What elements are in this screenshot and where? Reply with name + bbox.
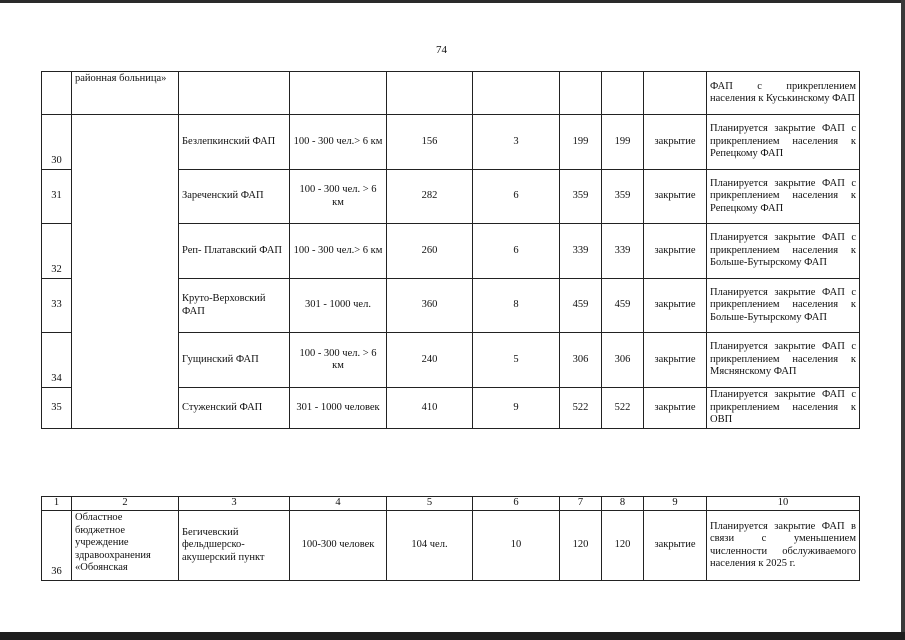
column-number-header: 8 bbox=[602, 497, 644, 511]
action-cell bbox=[644, 72, 707, 115]
page-number: 74 bbox=[436, 44, 447, 56]
value-cell bbox=[602, 72, 644, 115]
population-cell bbox=[387, 72, 473, 115]
column-number-header: 5 bbox=[387, 497, 473, 511]
row-number-cell: 34 bbox=[42, 333, 72, 388]
note-cell: Планируется закрытие ФАП с прикреплением населения к Больше-Бутырскому ФАП bbox=[707, 224, 860, 279]
column-number-header: 1 bbox=[42, 497, 72, 511]
population-cell: 104 чел. bbox=[387, 511, 473, 581]
scan-border-right bbox=[901, 0, 905, 640]
column-number-header: 2 bbox=[72, 497, 179, 511]
column-number-header: 10 bbox=[707, 497, 860, 511]
value-cell: 199 bbox=[560, 115, 602, 170]
note-cell: Планируется закрытие ФАП с прикреплением населения к ОВП bbox=[707, 388, 860, 429]
organization-cell bbox=[72, 115, 179, 429]
table-row bbox=[42, 115, 860, 170]
fap-table-continued bbox=[41, 71, 860, 429]
row-number-cell: 33 bbox=[42, 279, 72, 333]
name-cell bbox=[179, 72, 290, 115]
value-cell: 5 bbox=[473, 333, 560, 388]
table-row bbox=[42, 511, 860, 581]
value-cell: 359 bbox=[560, 170, 602, 224]
population-cell: 360 bbox=[387, 279, 473, 333]
distance-cell bbox=[290, 72, 387, 115]
distance-cell: 301 - 1000 человек bbox=[290, 388, 387, 429]
value-cell: 6 bbox=[473, 170, 560, 224]
note-cell: Планируется закрытие ФАП с прикреплением населения к Репецкому ФАП bbox=[707, 170, 860, 224]
action-cell: закрытие bbox=[644, 511, 707, 581]
population-cell: 156 bbox=[387, 115, 473, 170]
column-number-header: 9 bbox=[644, 497, 707, 511]
value-cell bbox=[560, 72, 602, 115]
fap-table-new-section bbox=[41, 496, 860, 581]
distance-cell: 100 - 300 чел.> 6 км bbox=[290, 115, 387, 170]
population-cell: 410 bbox=[387, 388, 473, 429]
distance-cell: 100-300 человек bbox=[290, 511, 387, 581]
column-number-header-row bbox=[42, 497, 860, 511]
name-cell: Безлепкинский ФАП bbox=[179, 115, 290, 170]
action-cell: закрытие bbox=[644, 170, 707, 224]
value-cell: 522 bbox=[560, 388, 602, 429]
row-number-cell: 30 bbox=[42, 115, 72, 170]
row-number-cell bbox=[42, 72, 72, 115]
table-row bbox=[42, 72, 860, 115]
value-cell: 120 bbox=[560, 511, 602, 581]
column-number-header: 7 bbox=[560, 497, 602, 511]
organization-cell: районная больница» bbox=[72, 72, 179, 115]
value-cell: 3 bbox=[473, 115, 560, 170]
row-number-cell: 35 bbox=[42, 388, 72, 429]
name-cell: Зареченский ФАП bbox=[179, 170, 290, 224]
scan-border-top bbox=[0, 0, 905, 3]
value-cell: 306 bbox=[560, 333, 602, 388]
value-cell: 120 bbox=[602, 511, 644, 581]
value-cell: 459 bbox=[560, 279, 602, 333]
distance-cell: 100 - 300 чел. > 6 км bbox=[290, 170, 387, 224]
row-number-cell: 32 bbox=[42, 224, 72, 279]
distance-cell: 100 - 300 чел.> 6 км bbox=[290, 224, 387, 279]
note-cell: Планируется закрытие ФАП с прикреплением населения к Репецкому ФАП bbox=[707, 115, 860, 170]
scan-border-bottom bbox=[0, 632, 905, 640]
column-number-header: 3 bbox=[179, 497, 290, 511]
population-cell: 282 bbox=[387, 170, 473, 224]
population-cell: 260 bbox=[387, 224, 473, 279]
value-cell: 339 bbox=[560, 224, 602, 279]
action-cell: закрытие bbox=[644, 279, 707, 333]
action-cell: закрытие bbox=[644, 224, 707, 279]
action-cell: закрытие bbox=[644, 115, 707, 170]
distance-cell: 100 - 300 чел. > 6 км bbox=[290, 333, 387, 388]
organization-cell: Областное бюджетное учреждение здравоохранения «Обоянская bbox=[72, 511, 179, 581]
note-cell: Планируется закрытие ФАП в связи с уменьшением численности обслуживаемого населения к 2025 г. bbox=[707, 511, 860, 581]
name-cell: Круто-Верховский ФАП bbox=[179, 279, 290, 333]
value-cell: 522 bbox=[602, 388, 644, 429]
action-cell: закрытие bbox=[644, 388, 707, 429]
value-cell bbox=[473, 72, 560, 115]
value-cell: 10 bbox=[473, 511, 560, 581]
name-cell: Бегичевский фельдшерско-акушерский пункт bbox=[179, 511, 290, 581]
value-cell: 459 bbox=[602, 279, 644, 333]
population-cell: 240 bbox=[387, 333, 473, 388]
name-cell: Реп- Платавский ФАП bbox=[179, 224, 290, 279]
note-cell: Планируется закрытие ФАП с прикреплением населения к Больше-Бутырскому ФАП bbox=[707, 279, 860, 333]
note-cell: ФАП с прикреплением населения к Куськинскому ФАП bbox=[707, 72, 860, 115]
name-cell: Стуженский ФАП bbox=[179, 388, 290, 429]
column-number-header: 4 bbox=[290, 497, 387, 511]
note-cell: Планируется закрытие ФАП с прикреплением населения к Мяснянскому ФАП bbox=[707, 333, 860, 388]
row-number-cell: 36 bbox=[42, 511, 72, 581]
value-cell: 9 bbox=[473, 388, 560, 429]
value-cell: 6 bbox=[473, 224, 560, 279]
value-cell: 8 bbox=[473, 279, 560, 333]
distance-cell: 301 - 1000 чел. bbox=[290, 279, 387, 333]
value-cell: 199 bbox=[602, 115, 644, 170]
column-number-header: 6 bbox=[473, 497, 560, 511]
value-cell: 339 bbox=[602, 224, 644, 279]
value-cell: 359 bbox=[602, 170, 644, 224]
row-number-cell: 31 bbox=[42, 170, 72, 224]
value-cell: 306 bbox=[602, 333, 644, 388]
name-cell: Гущинский ФАП bbox=[179, 333, 290, 388]
action-cell: закрытие bbox=[644, 333, 707, 388]
